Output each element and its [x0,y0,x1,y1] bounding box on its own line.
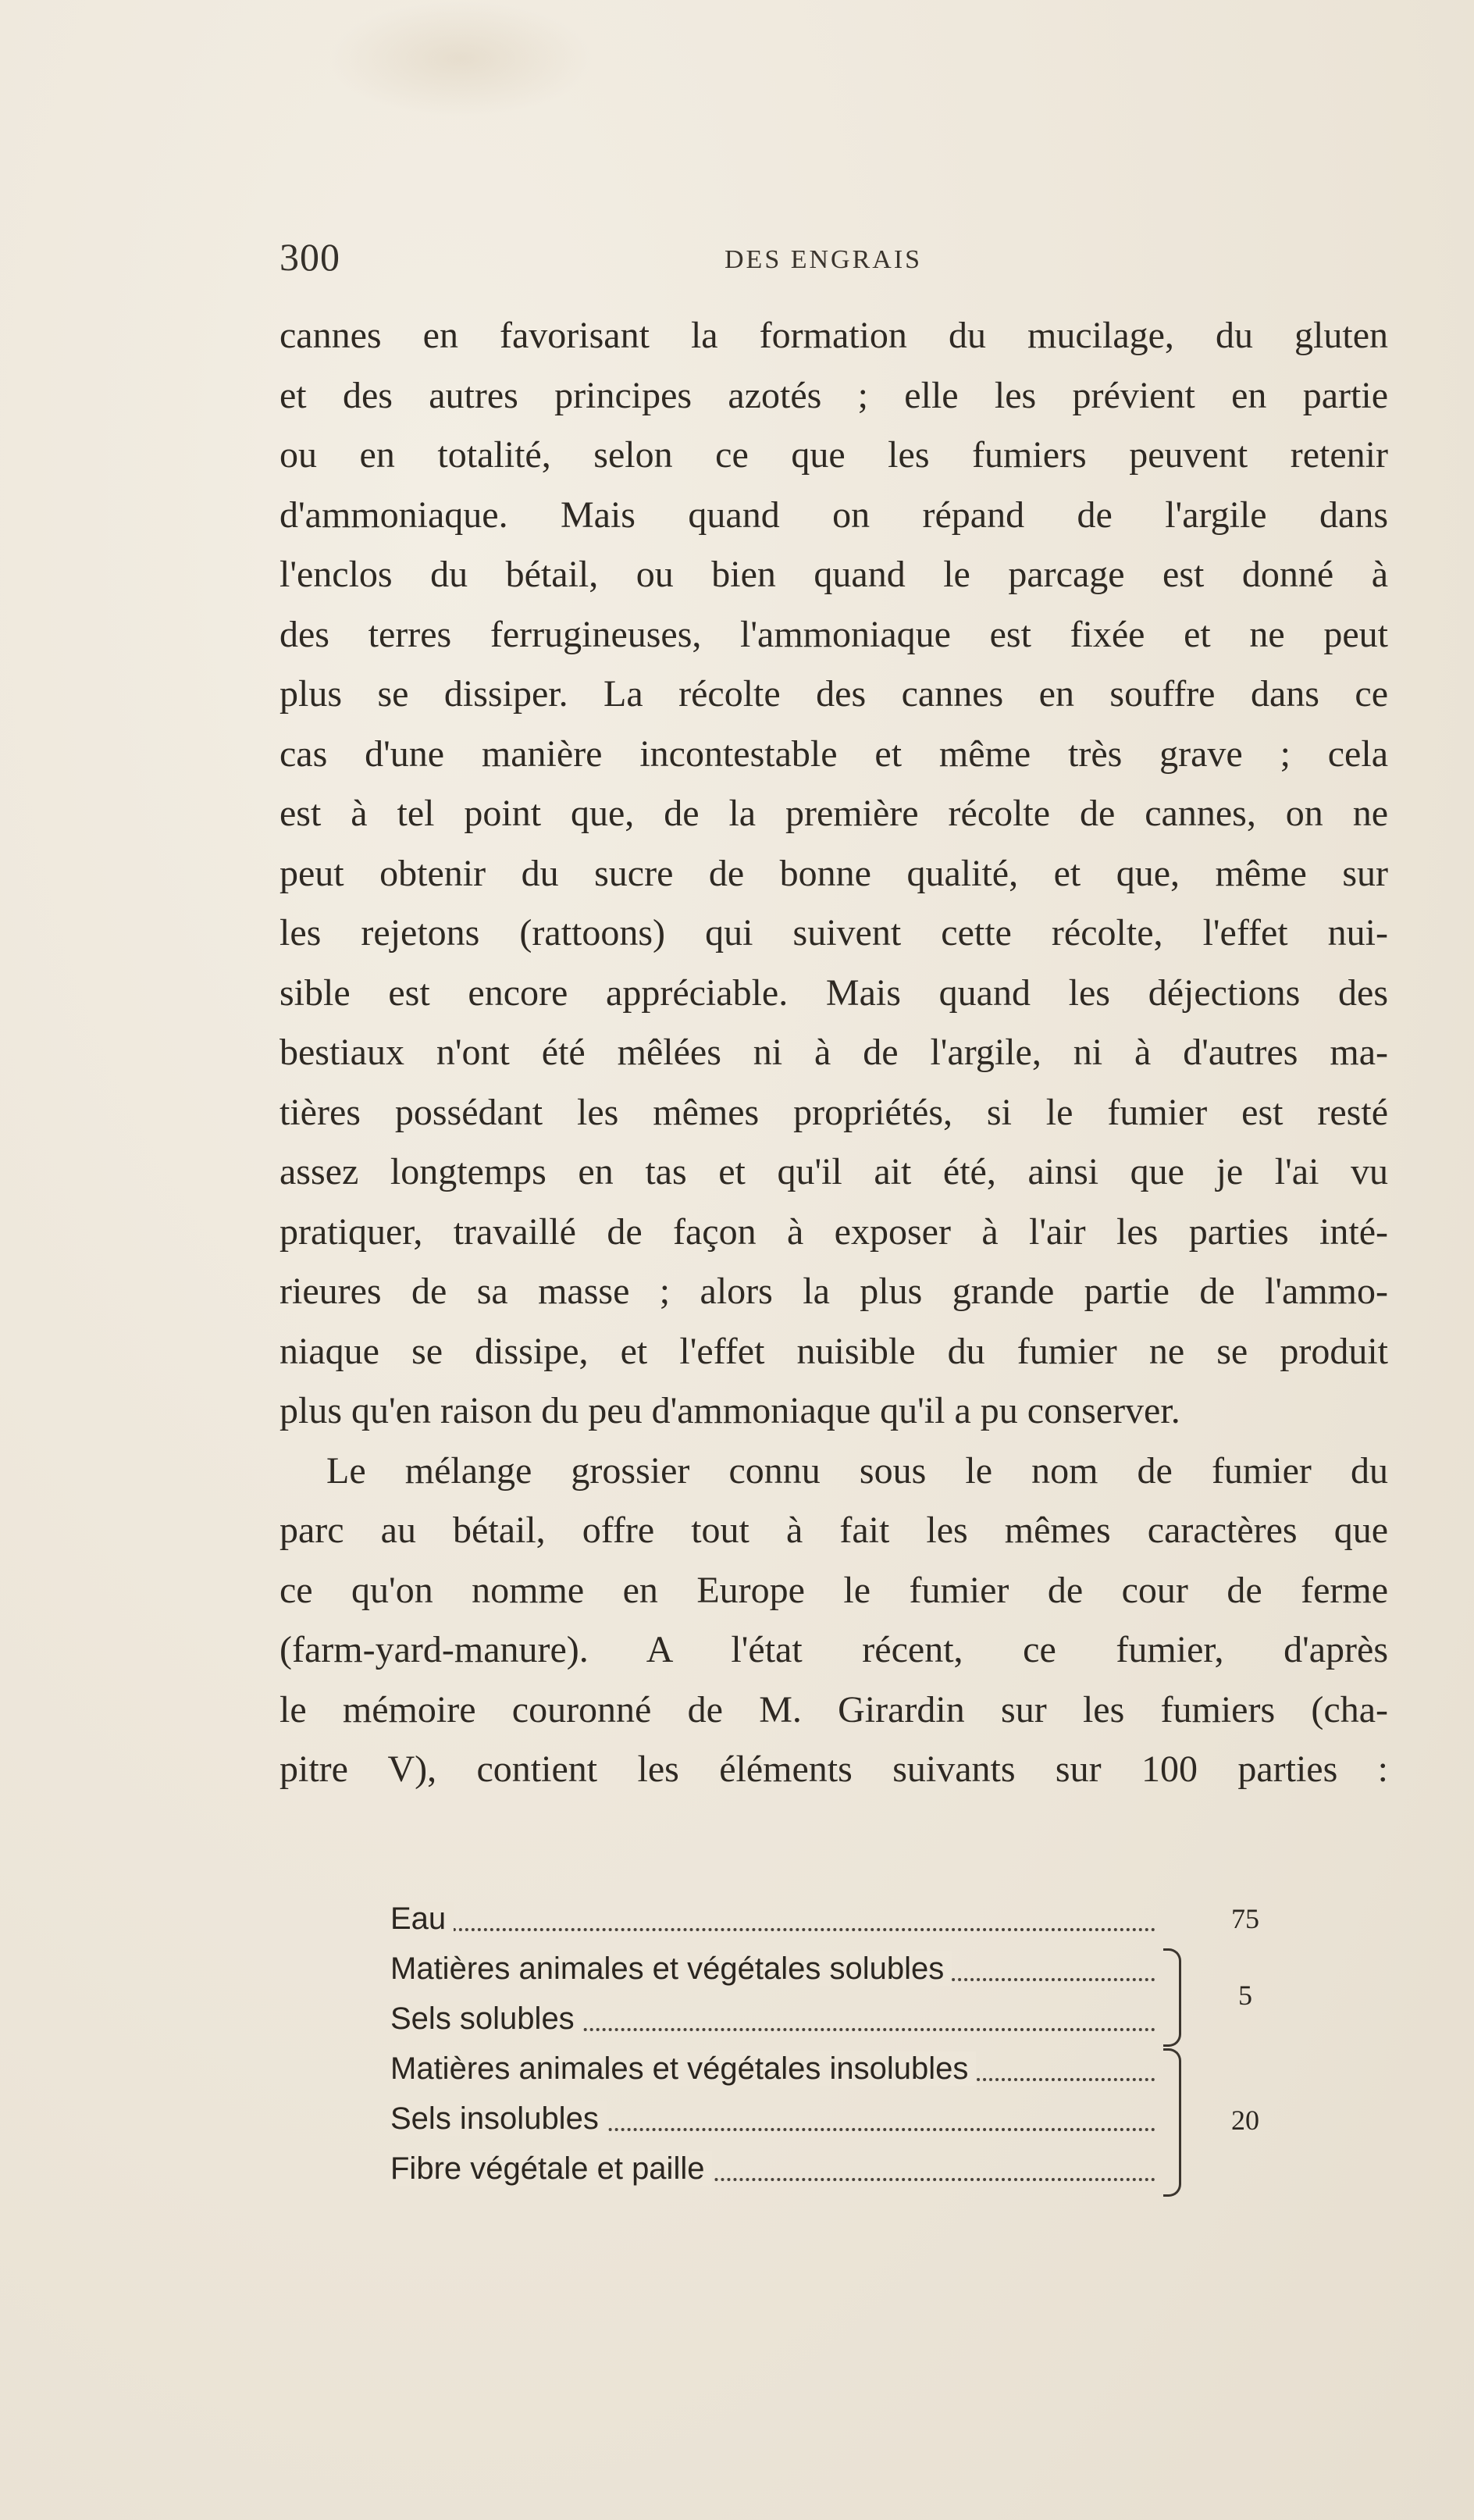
text-line: Le mélange grossier connu sous le nom de fumier du [326,1449,1388,1492]
paper-stain [328,0,593,117]
page-number: 300 [279,235,340,279]
group-value-solubles: 5 [1238,1980,1252,2011]
text-line: et des autres principes azotés ; elle les prévient en partie [279,374,1388,416]
brace-solubles [1163,1948,1181,2047]
text-line: est à tel point que, de la première récolte de cannes, on ne [279,793,1388,834]
dot-leader [390,1928,1155,1931]
text-line: bestiaux n'ont été mêlées ni à de l'argile, ni à d'autres ma- [279,1032,1388,1073]
brace-insolubles [1163,2048,1181,2197]
text-line: niaque se dissipe, et l'effet nuisible du fumier ne se produit [279,1330,1388,1372]
group-value-insolubles: 20 [1231,2105,1259,2136]
text-line: tières possédant les mêmes propriétés, si le fumier est resté [279,1091,1388,1133]
row-label: Eau [390,1902,454,1936]
row-value: 75 [1231,1903,1259,1934]
text-line: ce qu'on nomme en Europe le fumier de cour de ferme [279,1569,1388,1611]
text-line: cannes en favorisant la formation du mucilage, du gluten [279,315,1388,356]
text-line: rieures de sa masse ; alors la plus grande partie de l'ammo- [279,1271,1388,1312]
text-line: assez longtemps en tas et qu'il ait été, ainsi que je l'ai vu [279,1151,1388,1192]
text-line: parc au bétail, offre tout à fait les mêmes caractères que [279,1510,1388,1551]
running-head: DES ENGRAIS [725,245,923,274]
text-line: ou en totalité, selon ce que les fumiers peuvent retenir [279,434,1388,476]
text-line: les rejetons (rattoons) qui suivent cette récolte, l'effet nui- [279,912,1388,953]
row-label: Fibre végétale et paille [390,2151,712,2186]
text-line: pratiquer, travaillé de façon à exposer à l'air les parties inté- [279,1210,1388,1253]
text-line: l'enclos du bétail, ou bien quand le parcage est donné à [279,554,1388,595]
text-line: peut obtenir du sucre de bonne qualité, et que, même sur [279,852,1388,894]
text-line: d'ammoniaque. Mais quand on répand de l'argile dans [279,494,1388,536]
text-line: des terres ferrugineuses, l'ammoniaque est fixée et ne peut [279,613,1388,655]
text-line: pitre V), contient les éléments suivants sur 100 parties : [279,1748,1388,1790]
text-line: plus qu'en raison du peu d'ammoniaque qu'il a pu conserver. [279,1390,1180,1431]
page-header [279,234,1388,281]
text-line: cas d'une manière incontestable et même très grave ; cela [279,732,1388,775]
row-label: Matières animales et végétales insolubles [390,2051,976,2086]
row-label: Matières animales et végétales solubles [390,1951,952,1986]
text-line: le mémoire couronné de M. Girardin sur les fumiers (cha- [279,1688,1388,1730]
text-line: (farm-yard-manure). A l'état récent, ce fumier, d'après [279,1629,1388,1670]
row-label: Sels insolubles [390,2101,607,2136]
table-row [390,1894,1312,1944]
row-label: Sels solubles [390,2001,582,2036]
text-line: plus se dissiper. La récolte des cannes en souffre dans ce [279,673,1388,715]
body-text [279,306,1388,1800]
text-line: sible est encore appréciable. Mais quand les déjections des [279,971,1388,1014]
composition-table [390,1894,1312,2194]
